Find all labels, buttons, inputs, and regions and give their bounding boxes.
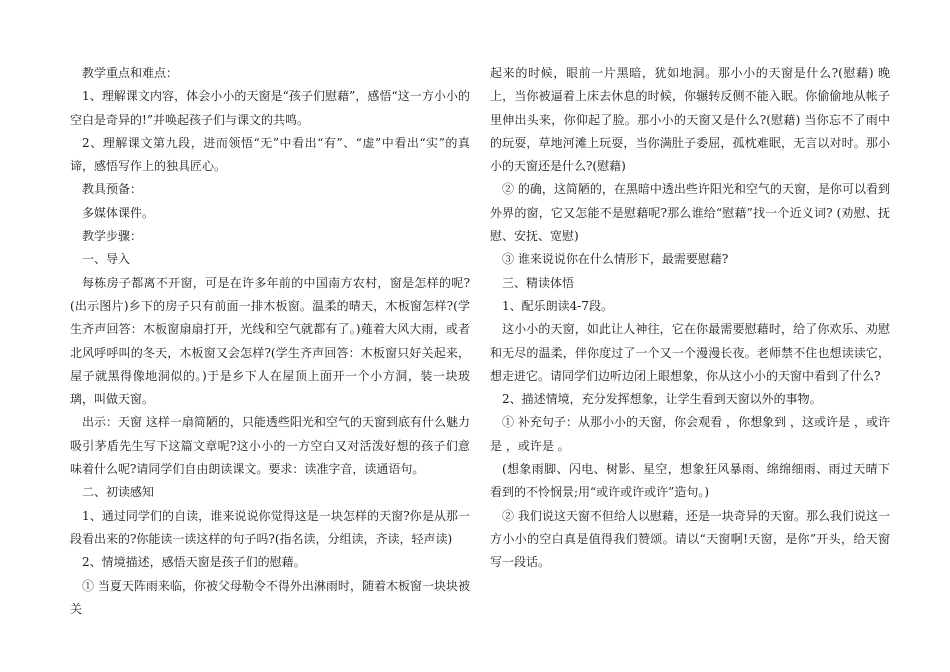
intro-paragraph: 每栋房子都离不开窗，可是在许多年前的中国南方农村，窗是怎样的呢?(出示图片)乡下的房子只有前面一排木板窗。温柔的晴天，木板窗怎样?(学生齐声回答：木板窗扇扇打开，光线和空气就都有了。)薤着大风大雨，或者北风呼呼叫的冬天，木板窗又会怎样?(学生齐声回答：木板窗只好关起来，屋子就黑得像地洞似的。)于是乡下人在屋顶上面开一个小方洞，装一块玻璃，叫做天窗。 [70,275,470,407]
heading-materials: 教具预备： [82,182,143,197]
section-close-reading-heading: 三、精读体悟 [502,275,575,290]
key-point-1: 1、理解课文内容，体会小小的天窗是“孩子们慰藉”，感悟“这一方小小的空白是奇异的!”并唤起孩子们与课文的共鸣。 [70,89,470,127]
writing-task: ② 我们说这天窗不但给人以慰藉，还是一块奇异的天窗。那么我们说这一方小小的空白真是值得我们赞颂。请以“天窗啊!天窗，是你”开头，给天窗写一段话。 [490,508,890,570]
section-intro-heading: 一、导入 [82,252,131,267]
left-column [70,62,470,621]
close-reading-item-2: 2、描述情境，充分发挥想象，让学生看到天窗以外的事物。 [502,392,822,407]
scenario-item-2: ② 的确，这简陋的，在黑暗中透出些许阳光和空气的天窗，是你可以看到外界的窗，它又怎能不是慰藉呢?那么谁给“慰藉”找一个近义词? (劝慰、抚慰、安抚、宽慰) [490,182,890,244]
close-reading-paragraph: 这小小的天窗，如此让人神往，它在你最需要慰藉时，给了你欢乐、劝慰和无尽的温柔，伴你度过了一个又一个漫漫长夜。老师禁不住也想读读它，想走进它。请同学们边听边闭上眼想象，你从这小小的天窗中看到了什么? [490,322,890,383]
scenario-item-1: ① 当夏天阵雨来临，你被父母勒令不得外出淋雨时，随着木板窗一块块被关 [70,578,470,616]
first-reading-item-2: 2、情境描述，感悟天窗是孩子们的慰藉。 [82,555,306,570]
first-reading-item-1: 1、通过同学们的自读，谁来说说你觉得这是一块怎样的天窗?你是从那一段看出来的?你能读一读这样的句子吗?(指名读，分组读，齐读，轻声读) [70,508,470,546]
heading-steps: 教学步骤： [82,229,143,244]
imagination-note: (想象雨脚、闪电、树影、星空，想象狂风暴雨、绵绵细雨、雨过天晴下看到的不怜悯景;用“或许或许或许”造句。) [490,462,890,500]
sentence-completion: ① 补充句子：从那小小的天窗，你会观看 ，你想象到 ，这或许是 ，或许是 ，或许是 。 [490,415,890,453]
right-column [490,62,890,575]
show-skylight-paragraph: 出示：天窗 这样一扇简陋的，只能透些阳光和空气的天窗到底有什么魅力吸引茅盾先生写下这篇文章呢?这小小的一方空白又对活泼好想的孩子们意味着什么呢?请同学们自由朗读课文。要求：读准字音，读通语句。 [70,415,470,477]
scenario-item-1-continued: 起来的时候，眼前一片黑暗，犹如地洞。那小小的天窗是什么?(慰藉) 晚上，当你被逼着上床去休息的时候，你辗转反侧不能入眠。你偷偷地从帐子里伸出头来，你仰起了脸。那小小的天窗又是什么?(慰藉) 当你忘不了雨中的玩耍，草地河滩上玩耍，当你满肚子委屈，孤枕难眠，无言以对时。那小小的天窗还是什么?(慰藉) [490,66,890,174]
materials-text: 多媒体课件。 [82,205,155,220]
scenario-item-3: ③ 谁来说说你在什么情形下，最需要慰藉? [502,252,729,267]
close-reading-item-1: 1、配乐朗读4-7段。 [502,298,613,313]
key-point-2: 2、理解课文第九段，进而领悟“无”中看出“有”、“虚”中看出“实”的真谛，感悟写作上的独具匠心。 [70,135,470,174]
section-first-reading-heading: 二、初读感知 [82,485,155,500]
heading-key-points: 教学重点和难点： [82,66,179,80]
